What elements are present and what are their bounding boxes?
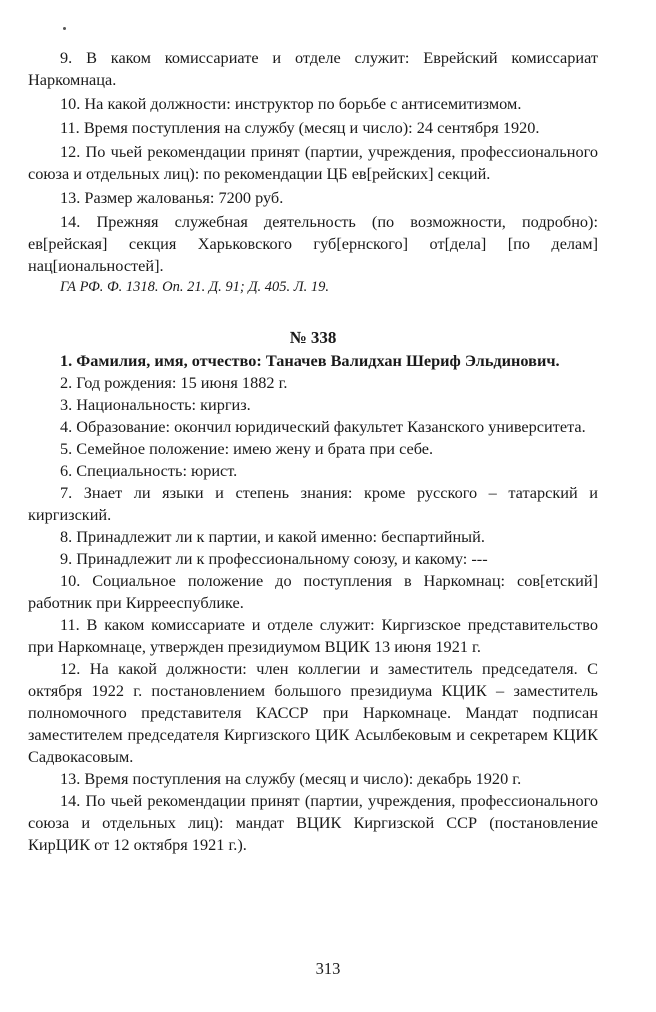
entry-item-5: 5. Семейное положение: имею жену и брата при себе. <box>60 439 434 458</box>
prev-item-11: 11. Время поступления на службу (месяц и число): 24 сентября 1920. <box>60 118 540 137</box>
page-number: 313 <box>315 959 341 978</box>
entry-item-4: 4. Образование: окончил юридический факультет Казанского университета. <box>60 417 586 436</box>
prev-item-13: 13. Размер жалованья: 7200 руб. <box>60 188 284 207</box>
prev-item-14: 14. Прежняя служебная деятельность (по возможности, подробно): ев[рейская] секция Харьковского губ[ернского] от[дела] [по делам] нац[иональностей]. <box>28 212 598 275</box>
prev-item-12: 12. По чьей рекомендации принят (партии, учреждения, профессионального союза и отдельных лиц): по рекомендации ЦБ ев[рейских] секций. <box>28 142 598 183</box>
prev-item-9: 9. В каком комиссариате и отделе служит: Еврейский комиссариат Наркомнаца. <box>28 48 598 89</box>
entry-item-7: 7. Знает ли языки и степень знания: кроме русского – татарский и киргизский. <box>28 483 598 524</box>
entry-item-12: 12. На какой должности: член коллегии и заместитель председателя. С октября 1922 г. постановлением большого президиума КЦИК – заместитель полномочного представителя КАССР при Наркомнаце. Мандат подписан заместителем председателя Киргизского ЦИК Асылбековым и секретарем КЦИК Садвокасовым. <box>28 659 598 766</box>
entry-item-9: 9. Принадлежит ли к профессиональному союзу, и какому: --- <box>60 549 488 568</box>
entry-item-6: 6. Специальность: юрист. <box>60 461 238 480</box>
entry-item-11: 11. В каком комиссариате и отделе служит: Киргизское представительство при Наркомнаце, утвержден президиумом ВЦИК 13 июня 1921 г. <box>28 615 598 656</box>
entry-item-14: 14. По чьей рекомендации принят (партии, учреждения, профессионального союза и отдельных лиц): мандат ВЦИК Киргизской ССР (постановление КирЦИК от 12 октября 1921 г.). <box>28 791 598 854</box>
entry-item-3: 3. Национальность: киргиз. <box>60 395 251 414</box>
entry-item-8: 8. Принадлежит ли к партии, и какой именно: беспартийный. <box>60 527 485 546</box>
prev-item-10: 10. На какой должности: инструктор по борьбе с антисемитизмом. <box>60 94 522 113</box>
archive-source-citation: ГА РФ. Ф. 1318. Оп. 21. Д. 91; Д. 405. Л. 19. <box>60 279 330 295</box>
entry-item-10: 10. Социальное положение до поступления в Наркомнац: сов[етский] работник при Киррееспублике. <box>28 571 598 612</box>
entry-item-2: 2. Год рождения: 15 июня 1882 г. <box>60 373 288 392</box>
document-number-heading: № 338 <box>289 328 337 347</box>
entry-item-1-name: 1. Фамилия, имя, отчество: Таначев Валидхан Шериф Эльдинович. <box>60 351 560 370</box>
entry-item-13: 13. Время поступления на службу (месяц и число): декабрь 1920 г. <box>60 769 522 788</box>
scan-speck <box>63 27 66 30</box>
document-page <box>28 47 598 856</box>
